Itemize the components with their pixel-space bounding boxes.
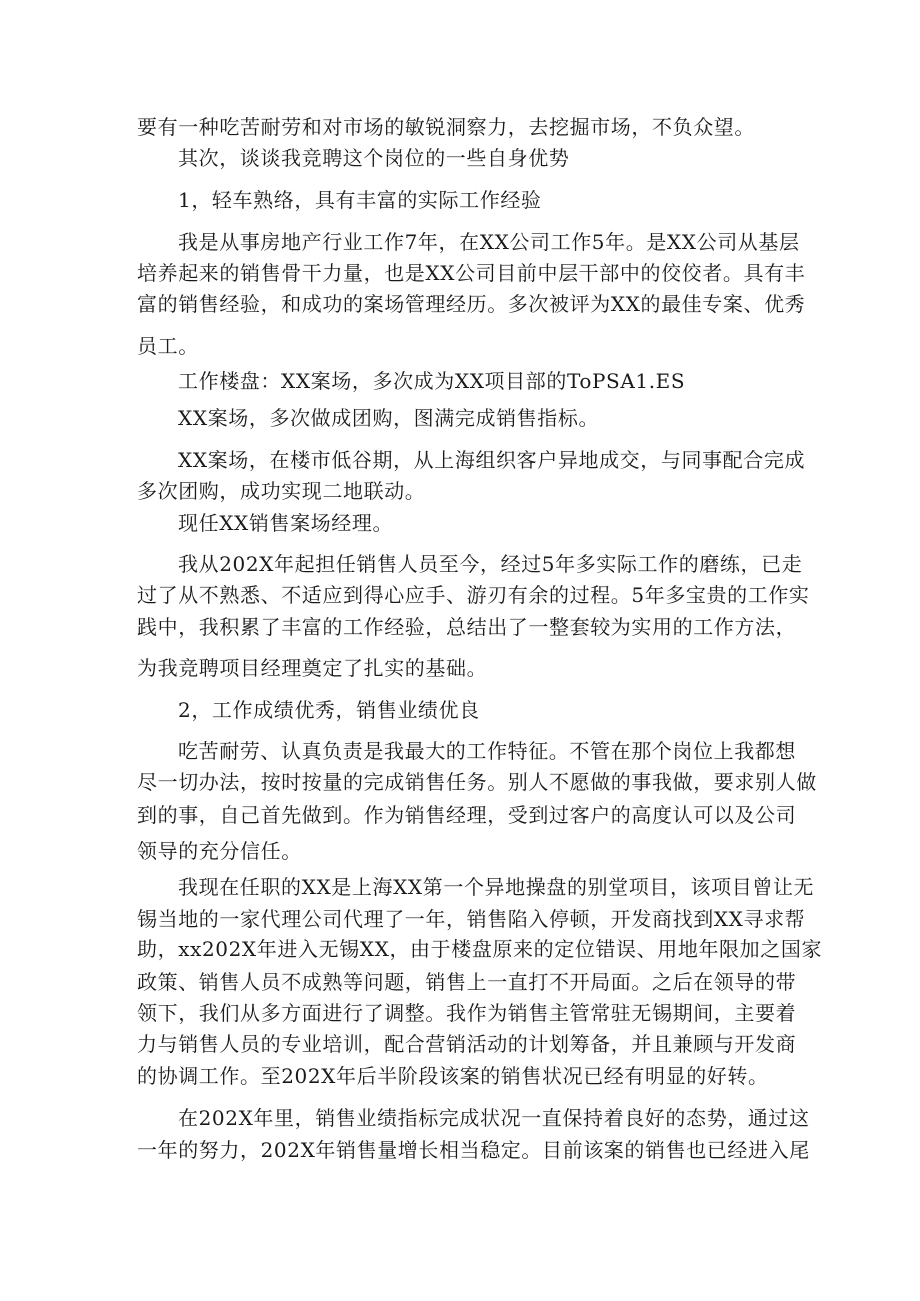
text-line: 其次，谈谈我竞聘这个岗位的一些自身优势 bbox=[178, 146, 570, 170]
text-line: 践中，我积累了丰富的工作经验，总结出了一整套较为实用的工作方法， bbox=[137, 615, 797, 639]
text-line: 为我竞聘项目经理奠定了扎实的基础。 bbox=[137, 656, 488, 680]
text-line: 富的销售经验，和成功的案场管理经历。多次被评为XX的最佳专案、优秀 bbox=[137, 292, 806, 316]
text-line: 力与销售人员的专业培训，配合营销活动的计划筹备，并且兼顾与开发商 bbox=[137, 1032, 797, 1056]
text-line: 锡当地的一家代理公司代理了一年，销售陷入停顿，开发商找到XX寻求帮 bbox=[137, 907, 806, 931]
text-line: XX案场，多次做成团购，图满完成销售指标。 bbox=[178, 406, 600, 430]
text-line: 工作楼盘：XX案场，多次成为XX项目部的ToPSA1.ES bbox=[178, 369, 686, 393]
text-line: 助，xx202X年进入无锡XX，由于楼盘原来的定位错误、用地年限加之国家 bbox=[137, 937, 823, 961]
text-line: 我是从事房地产行业工作7年，在XX公司工作5年。是XX公司从基层 bbox=[178, 230, 800, 254]
text-line: 在202X年里，销售业绩指标完成状况一直保持着良好的态势，通过这 bbox=[178, 1106, 810, 1130]
text-line: 多次团购，成功实现二地联动。 bbox=[137, 479, 426, 503]
text-line: XX案场，在楼市低谷期，从上海组织客户异地成交，与同事配合完成 bbox=[178, 448, 806, 472]
text-line: 2，工作成绩优秀，销售业绩优良 bbox=[178, 698, 480, 722]
text-line: 领下，我们从多方面进行了调整。我作为销售主管常驻无锡期间，主要着 bbox=[137, 1001, 797, 1025]
text-line: 我现在任职的XX是上海XX第一个异地操盘的别堂项目，该项目曾让无 bbox=[178, 875, 815, 899]
text-line: 领导的充分信任。 bbox=[137, 839, 302, 863]
text-line: 一年的努力，202X年销售量增长相当稳定。目前该案的销售也已经进入尾 bbox=[137, 1138, 810, 1162]
text-line: 尽一切办法，按时按量的完成销售任务。别人不愿做的事我做，要求别人做 bbox=[137, 770, 817, 794]
text-line: 吃苦耐劳、认真负责是我最大的工作特征。不管在那个岗位上我都想 bbox=[178, 739, 796, 763]
text-line: 过了从不熟悉、不适应到得心应手、游刃有余的过程。5年多宝贵的工作实 bbox=[137, 583, 810, 607]
text-line: 到的事，自己首先做到。作为销售经理，受到过客户的高度认可以及公司 bbox=[137, 803, 797, 827]
text-line: 员工。 bbox=[137, 334, 199, 358]
text-line: 要有一种吃苦耐劳和对市场的敏锐洞察力，去挖掘市场，不负众望。 bbox=[137, 115, 755, 139]
text-line: 培养起来的销售骨干力量，也是XX公司目前中层干部中的佼佼者。具有丰 bbox=[137, 261, 806, 285]
text-line: 我从202X年起担任销售人员至今，经过5年多实际工作的磨练，已走 bbox=[178, 552, 803, 576]
text-line: 1，轻车熟络，具有丰富的实际工作经验 bbox=[178, 188, 542, 212]
text-line: 政策、销售人员不成熟等问题，销售上一直打不开局面。之后在领导的带 bbox=[137, 970, 797, 994]
text-line: 的协调工作。至202X年后半阶段该案的销售状况已经有明显的好转。 bbox=[137, 1064, 769, 1088]
text-line: 现任XX销售案场经理。 bbox=[178, 511, 394, 535]
